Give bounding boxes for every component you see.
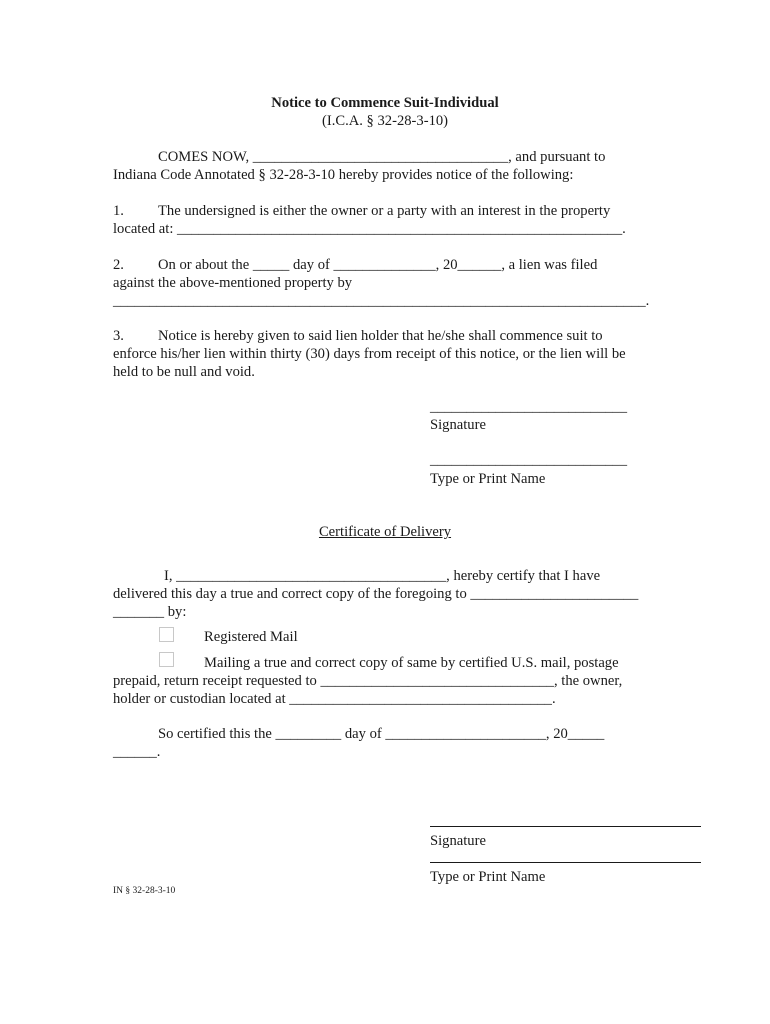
- certificate-heading: Certificate of Delivery: [318, 524, 452, 540]
- statute-reference: (I.C.A. § 32-28-3-10): [321, 113, 449, 129]
- print-name-label-2: Type or Print Name: [430, 869, 546, 885]
- signature-line-1: ___________________________: [430, 399, 628, 415]
- print-name-label-1: Type or Print Name: [430, 471, 546, 487]
- footer-statute: IN § 32-28-3-10: [113, 886, 176, 896]
- item-2-line-1: On or about the _____ day of ______________, 20______, a lien was filed: [158, 257, 598, 273]
- signature-label-2: Signature: [430, 833, 486, 849]
- intro-line-2: Indiana Code Annotated § 32-28-3-10 hereby provides notice of the following:: [113, 167, 574, 183]
- item-3-line-1: Notice is hereby given to said lien holder that he/she shall commence suit to: [158, 328, 603, 344]
- so-certified-line-1: So certified this the _________ day of ______________________, 20_____: [158, 726, 605, 742]
- item-3-line-3: held to be null and void.: [113, 364, 255, 380]
- document-title: Notice to Commence Suit-Individual: [271, 95, 499, 111]
- print-name-rule-2: [430, 862, 701, 863]
- certificate-line-2: delivered this day a true and correct copy of the foregoing to _______________________: [113, 586, 639, 602]
- item-1-line-1: The undersigned is either the owner or a party with an interest in the property: [158, 203, 611, 219]
- item-3-line-2: enforce his/her lien within thirty (30) days from receipt of this notice, or the lien will be: [113, 346, 626, 362]
- certified-mail-checkbox[interactable]: [159, 652, 174, 667]
- print-name-line-1: ___________________________: [430, 452, 628, 468]
- registered-mail-label: Registered Mail: [204, 629, 298, 645]
- signature-label-1: Signature: [430, 417, 486, 433]
- registered-mail-checkbox[interactable]: [159, 627, 174, 642]
- certified-mail-line-2: prepaid, return receipt requested to ________________________________, the owner,: [113, 673, 623, 689]
- intro-line-1: COMES NOW, ___________________________________, and pursuant to: [158, 149, 606, 165]
- item-2-line-3: _________________________________________________________________________.: [113, 293, 650, 309]
- certified-mail-line-1: Mailing a true and correct copy of same by certified U.S. mail, postage: [204, 655, 619, 671]
- item-2-line-2: against the above-mentioned property by: [113, 275, 353, 291]
- so-certified-line-2: ______.: [113, 744, 161, 760]
- certified-mail-line-3: holder or custodian located at ____________________________________.: [113, 691, 556, 707]
- item-3-number: 3.: [113, 328, 124, 344]
- item-1-number: 1.: [113, 203, 124, 219]
- certificate-line-1: I, _____________________________________, hereby certify that I have: [164, 568, 601, 584]
- item-2-number: 2.: [113, 257, 124, 273]
- certificate-line-3: _______ by:: [113, 604, 187, 620]
- item-1-line-2: located at: _____________________________________________________________.: [113, 221, 626, 237]
- signature-rule-2: [430, 826, 701, 827]
